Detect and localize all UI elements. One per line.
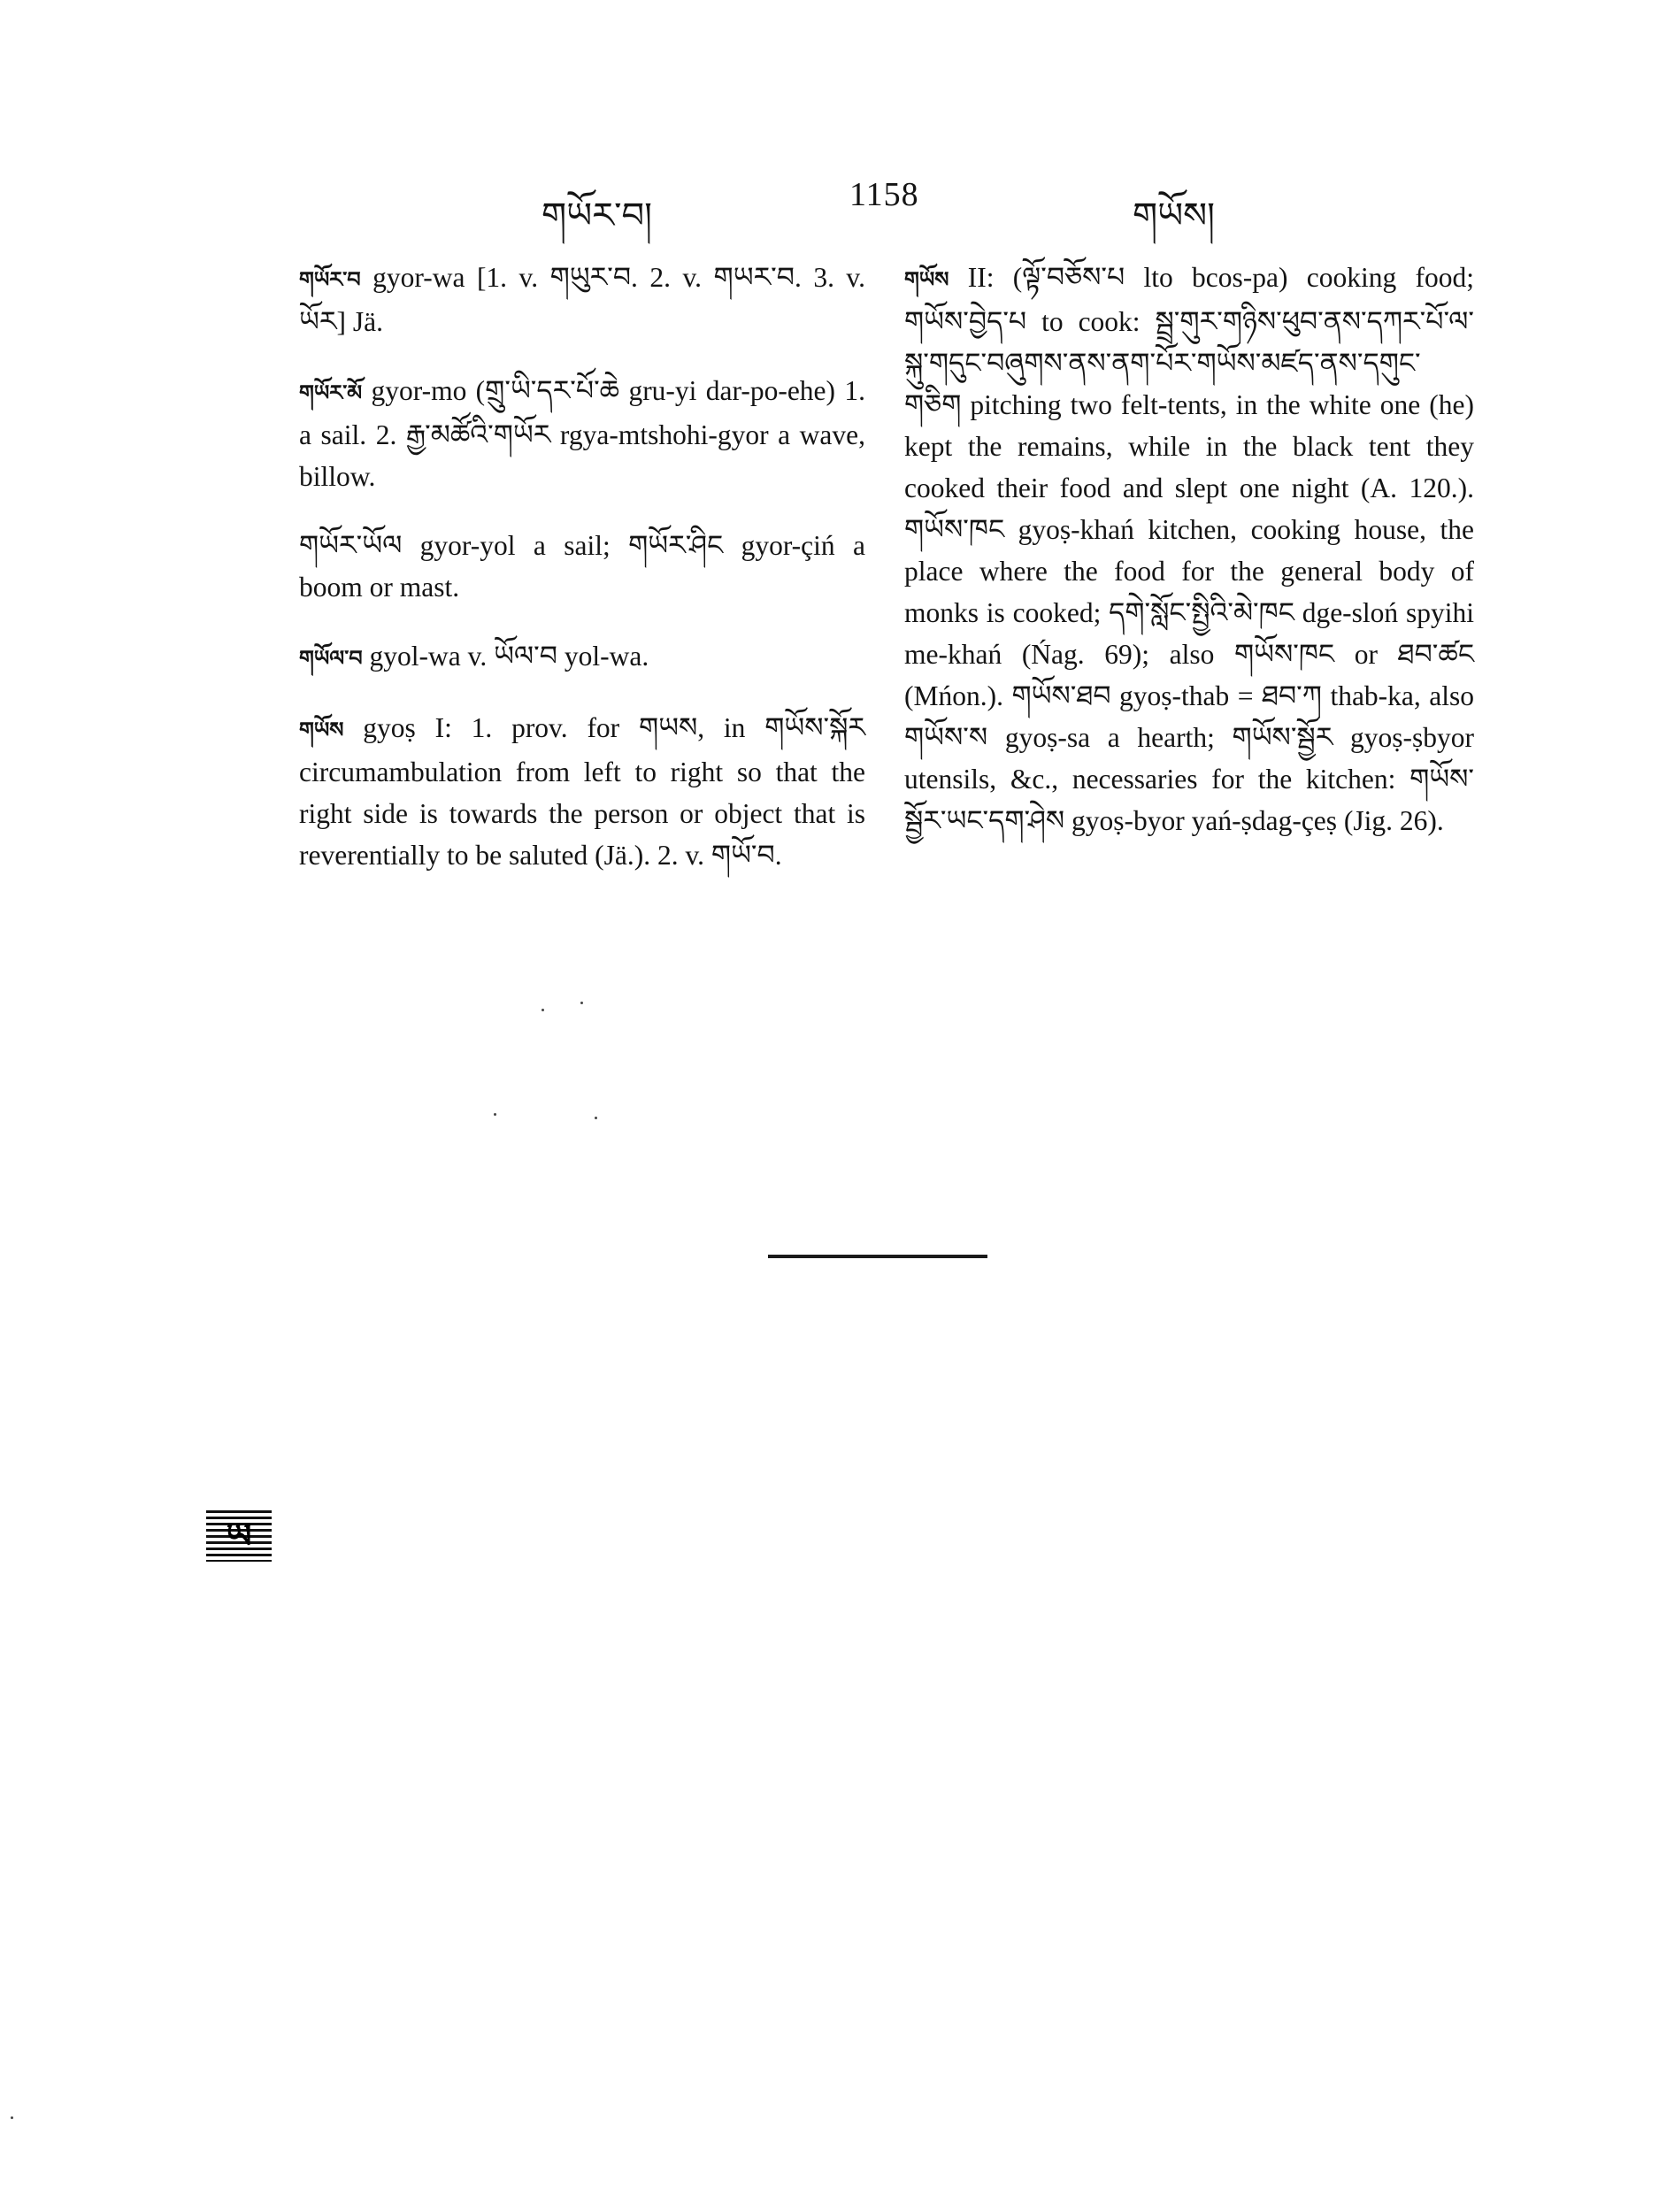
scan-speck <box>494 1113 496 1116</box>
headword: གཡོར་བ <box>299 267 361 292</box>
right-column <box>904 257 1474 869</box>
page-number: 1158 <box>849 176 919 213</box>
entry-gyor-wa <box>299 257 865 342</box>
headword: གཡོས <box>904 267 949 292</box>
headword: གཡོར་མོ <box>299 380 363 405</box>
definition: gyoṣ I: 1. prov. for གཡས, in གཡོས་སྐོར circumambulation from left to right so that the right side is towards the person or object that is reverentially to be saluted (Jä.). 2. v. གཡོ་བ. <box>299 712 865 871</box>
entry-gyol-wa <box>299 635 865 680</box>
entry-gyos-1 <box>299 707 865 876</box>
scan-speck <box>580 1002 583 1004</box>
definition: II: (ལྟོ་བཅོས་པ lto bcos-pa) cooking food; གཡོས་བྱེད་པ to cook: སྦྲ་གུར་གཉིས་ཕུབ་ནས་དཀར་པོ་ལ་སྐུ་གདུང་བཞུགས་ནས་ནག་པོར་གཡོས་མཛད་ནས་དགུང་གཅིག pitching two felt-tents, in the white one (he) kept the remains, while in the black tent they cooked their food and slept one night (A. 120.). གཡོས་ཁང gyoṣ-khań kitchen, cooking house, the place where the food for the general body of monks is cooked; དགེ་སློང་སྤྱིའི་མེ་ཁང dge-sloń spyihi me-khań (Ńag. 69); also གཡོས་ཁང or ཐབ་ཚང (Mńon.). གཡོས་ཐབ gyoṣ-thab = ཐབ་ཀ thab-ka, also གཡོས་ས gyoṣ-sa a hearth; གཡོས་སྦྱོར gyoṣ-ṣbyor utensils, &c., necessaries for the kitchen: གཡོས་སྦྱོར་ཡང་དག་ཤེས gyoṣ-byor yań-ṣdag-çeṣ (Jig. 26). <box>904 262 1474 836</box>
scan-speck <box>595 1117 597 1119</box>
scan-speck <box>11 2116 13 2119</box>
mark-letter: ཡ <box>226 1516 252 1556</box>
definition: gyor-mo (གྲུ་ཡི་དར་པོ་ཆེ gru-yi dar-po-ehe) 1. a sail. 2. རྒྱ་མཚོའི་གཡོར rgya-mtshohi-gyor a wave, billow. <box>299 375 865 492</box>
definition: gyor-wa [1. v. གཡུར་བ. 2. v. གཡར་བ. 3. v. ཡོར] Jä. <box>299 262 865 337</box>
running-header-left: གཡོར་བ། <box>541 196 652 235</box>
headword: གཡོལ་བ <box>299 646 363 671</box>
section-letter-mark <box>206 1510 272 1562</box>
entry-gyor-yol <box>299 525 865 608</box>
headword: གཡོས <box>299 718 344 742</box>
entry-gyor-mo <box>299 370 865 497</box>
section-end-rule <box>768 1255 987 1258</box>
definition: གཡོར་ཡོལ gyor-yol a sail; གཡོར་ཤིང gyor-çiń a boom or mast. <box>299 530 865 603</box>
running-header-right: གཡོས། <box>1133 196 1216 235</box>
definition: gyol-wa v. ཡོལ་བ yol-wa. <box>362 641 649 672</box>
left-column <box>299 257 865 903</box>
scan-speck <box>541 1009 544 1011</box>
entry-gyos-2 <box>904 257 1474 841</box>
